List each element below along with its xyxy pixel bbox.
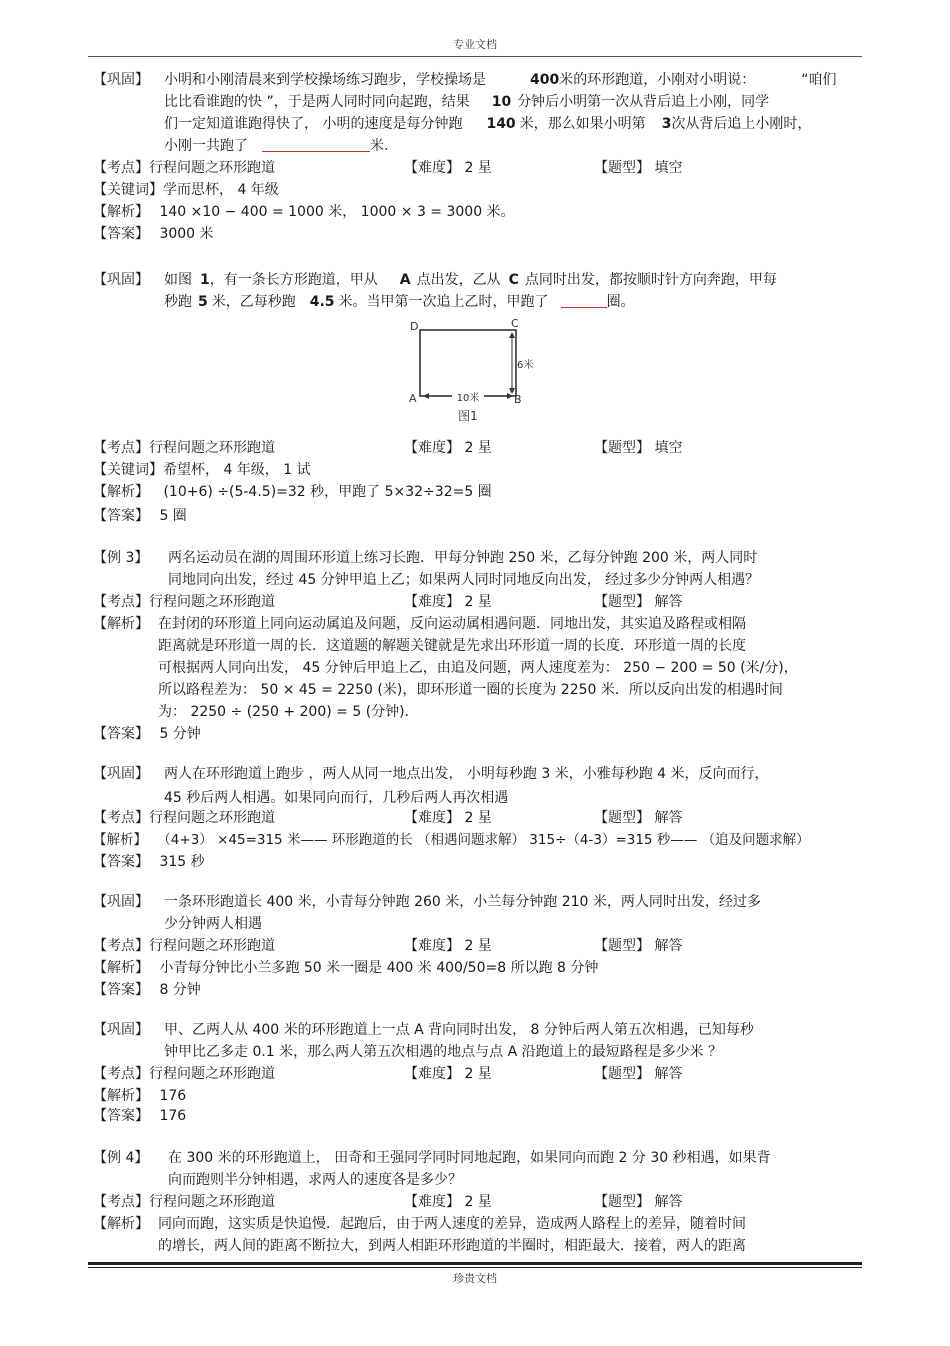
b4-daan: 【答案】 315 秒 <box>93 854 205 870</box>
b4-tag: 【巩固】 <box>93 766 149 782</box>
b4-tixing: 【题型】 解答 <box>594 810 683 826</box>
b3-jiexi-line2: 距离就是环形道一周的长．这道题的解题关键就是先求出环形道一周的长度．环形道一周的长度 <box>158 638 746 654</box>
b6-daan: 【答案】 176 <box>93 1108 187 1124</box>
b2-guanjianci: 【关键词】希望杯， 4 年级， 1 试 <box>93 462 311 478</box>
fig-label-c: C <box>511 317 519 330</box>
width-arrow-right <box>507 393 513 399</box>
b1-line1: 小明和小刚清晨来到学校操场练习跑步，学校操场是 400米的环形跑道，小刚对小明说： “咱们 <box>164 72 837 88</box>
b3-tag: 【例 3】 <box>93 550 149 566</box>
b4-jiexi: 【解析】 （4+3） ×45=315 米—— 环形跑道的长 （相遇问题求解） 315÷（4-3）=315 秒—— （追及问题求解） <box>93 832 810 848</box>
b2-jiexi: 【解析】 (10+6) ÷(5-4.5)=32 秒，甲跑了 5×32÷32=5 圈 <box>93 484 492 500</box>
fig-height-label: 6米 <box>517 360 534 371</box>
fig-label-a: A <box>409 392 417 405</box>
b7-tixing: 【题型】 解答 <box>594 1194 683 1210</box>
footer-divider-thick <box>88 1262 862 1265</box>
b4-nandu: 【难度】 2 星 <box>404 810 492 826</box>
b1-kaodian: 【考点】行程问题之环形跑道 <box>93 160 275 176</box>
b1-line2: 比比看谁跑的快 ”，于是两人同时同向起跑，结果 10 分钟后小明第一次从背后追上小刚，同学 <box>164 94 770 110</box>
b1-guanjianci: 【关键词】学而思杯， 4 年级 <box>93 182 279 198</box>
height-arrow-up <box>509 332 515 338</box>
b5-nandu: 【难度】 2 星 <box>404 938 492 954</box>
width-arrow-left <box>423 393 429 399</box>
b5-daan: 【答案】 8 分钟 <box>93 982 201 998</box>
b3-line1: 两名运动员在湖的周围环形道上练习长跑．甲每分钟跑 250 米，乙每分钟跑 200 米，两人同时 <box>168 550 758 566</box>
b1-answer-blank[interactable] <box>262 137 370 152</box>
b5-kaodian: 【考点】行程问题之环形跑道 <box>93 938 275 954</box>
b6-nandu: 【难度】 2 星 <box>404 1066 492 1082</box>
b1-line4: 小刚一共跑了 米. <box>164 138 389 154</box>
b1-tag: 【巩固】 <box>93 72 149 88</box>
b7-nandu: 【难度】 2 星 <box>404 1194 492 1210</box>
b5-tixing: 【题型】 解答 <box>594 938 683 954</box>
b3-jiexi-line3: 可根据两人同向出发， 45 分钟后甲追上乙，由追及问题，两人速度差为： 250 − 200 = 50 (米/分)， <box>158 660 798 676</box>
b2-answer-blank[interactable] <box>561 293 607 308</box>
fig-label-d: D <box>410 320 419 333</box>
b7-kaodian: 【考点】行程问题之环形跑道 <box>93 1194 275 1210</box>
track-figure <box>408 316 548 434</box>
b3-jiexi-line5: 为： 2250 ÷ (250 + 200) = 5 (分钟)． <box>158 704 419 720</box>
b7-jiexi-line2: 的增长，两人间的距离不断拉大，到两人相距环形跑道的半圈时，相距最大．接着，两人的距离 <box>158 1238 746 1254</box>
b3-kaodian: 【考点】行程问题之环形跑道 <box>93 594 275 610</box>
b6-line1: 甲、乙两人从 400 米的环形跑道上一点 A 背向同时出发， 8 分钟后两人第五次相遇，已知每秒 <box>164 1022 754 1038</box>
b4-kaodian: 【考点】行程问题之环形跑道 <box>93 810 275 826</box>
b2-tag: 【巩固】 <box>93 272 149 288</box>
b1-nandu: 【难度】 2 星 <box>404 160 492 176</box>
b7-line2: 向而跑则半分钟相遇，求两人的速度各是多少？ <box>168 1172 462 1188</box>
b2-daan: 【答案】 5 圈 <box>93 508 187 524</box>
b6-tixing: 【题型】 解答 <box>594 1066 683 1082</box>
b3-line2: 同地同向出发，经过 45 分钟甲追上乙；如果两人同时同地反向出发， 经过多少分钟两人相遇？ <box>168 572 760 588</box>
b6-kaodian: 【考点】行程问题之环形跑道 <box>93 1066 275 1082</box>
b1-tixing: 【题型】 填空 <box>594 160 683 176</box>
b3-daan: 【答案】 5 分钟 <box>93 726 201 742</box>
b2-line1: 如图 1，有一条长方形跑道，甲从 A 点出发，乙从 C 点同时出发，都按顺时针方向奔跑，甲每 <box>164 272 777 288</box>
b6-tag: 【巩固】 <box>93 1022 149 1038</box>
b1-daan: 【答案】 3000 米 <box>93 226 214 242</box>
b5-tag: 【巩固】 <box>93 894 149 910</box>
b3-jiexi-label: 【解析】 <box>93 616 149 632</box>
fig-width-label: 10米 <box>456 393 480 404</box>
b5-line2: 少分钟两人相遇 <box>164 916 262 932</box>
b1-line3: 们一定知道谁跑得快了， 小明的速度是每分钟跑 140 米，那么如果小明第 3次从背后追上小刚时， <box>164 116 812 132</box>
b7-tag: 【例 4】 <box>93 1150 149 1166</box>
b2-nandu: 【难度】 2 星 <box>404 440 492 456</box>
header-divider <box>88 56 862 57</box>
b1-jiexi: 【解析】 140 ×10 − 400 = 1000 米， 1000 × 3 = 3000 米。 <box>93 204 515 220</box>
track-rectangle <box>420 330 516 396</box>
b7-line1: 在 300 米的环形跑道上， 田奇和王强同学同时同地起跑，如果同向而跑 2 分 30 秒相遇，如果背 <box>168 1150 771 1166</box>
b5-jiexi: 【解析】 小青每分钟比小兰多跑 50 米一圈是 400 米 400/50=8 所以跑 8 分钟 <box>93 960 599 976</box>
b3-jiexi-line1: 在封闭的环形道上同向运动属追及问题，反向运动属相遇问题．同地出发，其实追及路程或相隔 <box>158 616 746 632</box>
b4-line2: 45 秒后两人相遇。如果同向而行，几秒后两人再次相遇 <box>164 790 509 806</box>
b2-line2: 秒跑 5 米，乙每秒跑 4.5 米。当甲第一次追上乙时，甲跑了 圈。 <box>164 294 635 310</box>
page-header: 专业文档 <box>453 38 497 51</box>
page-footer: 珍贵文档 <box>453 1272 497 1285</box>
b6-jiexi: 【解析】 176 <box>93 1088 187 1104</box>
b7-jiexi-line1: 同向而跑，这实质是快追慢．起跑后，由于两人速度的差异，造成两人路程上的差异，随着时间 <box>158 1216 746 1232</box>
b6-line2: 钟甲比乙多走 0.1 米，那么两人第五次相遇的地点与点 A 沿跑道上的最短路程是多少米 ？ <box>164 1044 723 1060</box>
b2-tixing: 【题型】 填空 <box>594 440 683 456</box>
b2-kaodian: 【考点】行程问题之环形跑道 <box>93 440 275 456</box>
footer-divider-thin <box>88 1267 862 1268</box>
fig-label-b: B <box>514 393 522 406</box>
b4-line1: 两人在环形跑道上跑步 ，两人从同一地点出发， 小明每秒跑 3 米，小雅每秒跑 4 米，反向而行， <box>164 766 769 782</box>
b3-tixing: 【题型】 解答 <box>594 594 683 610</box>
fig-caption: 图1 <box>458 409 478 423</box>
b3-jiexi-line4: 所以路程差为： 50 × 45 = 2250 (米)，即环形道一圈的长度为 2250 米．所以反向出发的相遇时间 <box>158 682 783 698</box>
b7-jiexi-label: 【解析】 <box>93 1216 149 1232</box>
b5-line1: 一条环形跑道长 400 米，小青每分钟跑 260 米，小兰每分钟跑 210 米，两人同时出发，经过多 <box>164 894 761 910</box>
b3-nandu: 【难度】 2 星 <box>404 594 492 610</box>
